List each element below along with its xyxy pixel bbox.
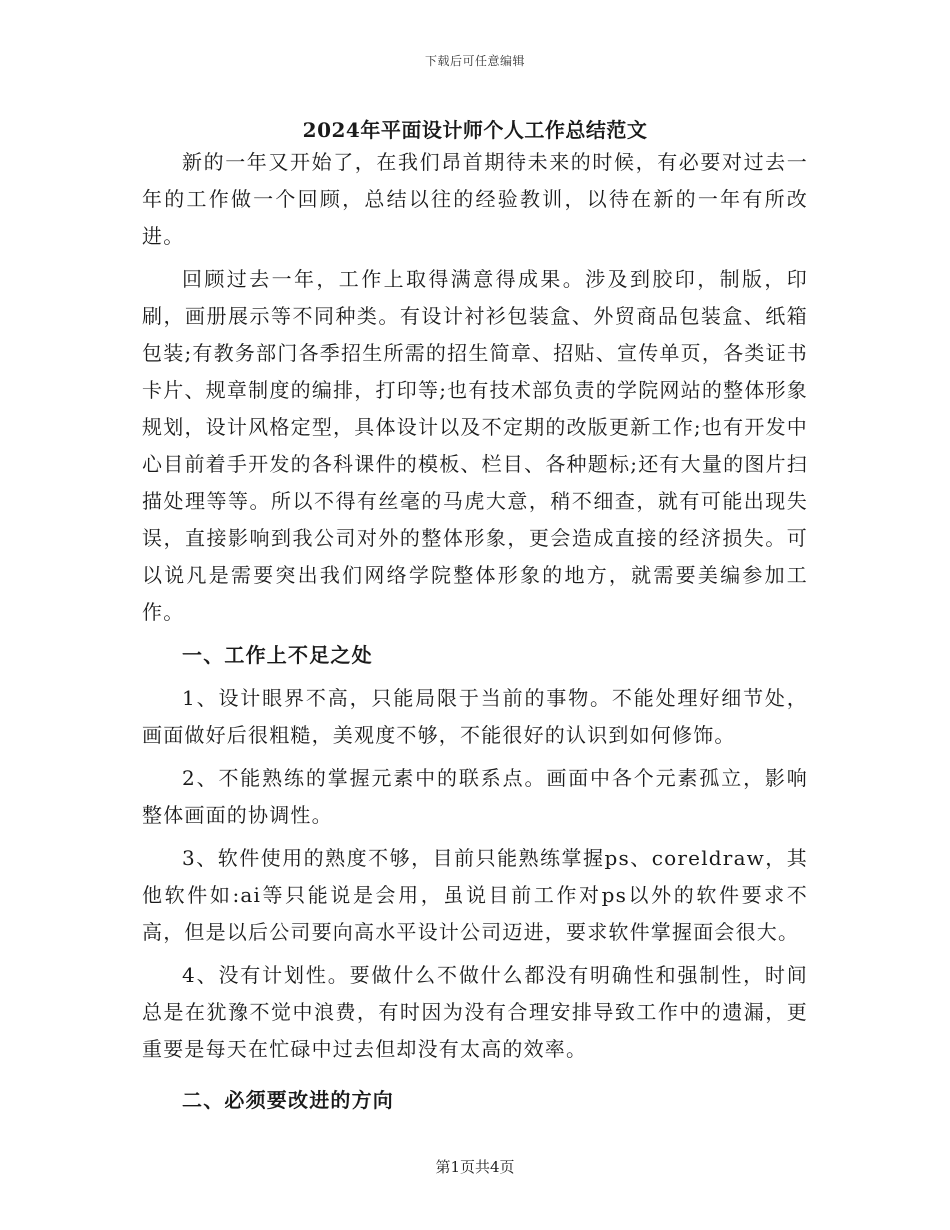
list-item: 3、软件使用的熟度不够，目前只能熟练掌握ps、coreldraw，其他软件如:ai等只能说是会用，虽说目前工作对ps以外的软件要求不高，但是以后公司要向高水平设计公司迈进，要求软件掌握面会很大。	[142, 846, 808, 944]
list-item: 4、没有计划性。要做什么不做什么都没有明确性和强制性，时间总是在犹豫不觉中浪费，有时因为没有合理安排导致工作中的遗漏，更重要是每天在忙碌中过去但却没有太高的效率。	[142, 963, 808, 1061]
intro-paragraph: 新的一年又开始了，在我们昂首期待未来的时候，有必要对过去一年的工作做一个回顾，总结以往的经验教训，以待在新的一年有所改进。	[142, 150, 808, 248]
section-heading-shortcomings: 一、工作上不足之处	[182, 643, 373, 667]
list-item: 1、设计眼界不高，只能局限于当前的事物。不能处理好细节处，画面做好后很粗糙，美观度不够，不能很好的认识到如何修饰。	[142, 686, 808, 747]
document-title: 2024年平面设计师个人工作总结范文	[302, 118, 648, 142]
section-heading-improvements: 二、必须要改进的方向	[182, 1088, 394, 1112]
page-number: 第1页共4页	[435, 1158, 515, 1176]
list-item: 2、不能熟练的掌握元素中的联系点。画面中各个元素孤立，影响整体画面的协调性。	[142, 766, 808, 827]
review-paragraph: 回顾过去一年，工作上取得满意得成果。涉及到胶印，制版，印刷，画册展示等不同种类。有设计衬衫包装盒、外贸商品包装盒、纸箱包装;有教务部门各季招生所需的招生简章、招贴、宣传单页，各类证书卡片、规章制度的编排，打印等;也有技术部负责的学院网站的整体形象规划，设计风格定型，具体设计以及不定期的改版更新工作;也有开发中心目前着手开发的各科课件的模板、栏目、各种题标;还有大量的图片扫描处理等等。所以不得有丝毫的马虎大意，稍不细查，就有可能出现失误，直接影响到我公司对外的整体形象，更会造成直接的经济损失。可以说凡是需要突出我们网络学院整体形象的地方，就需要美编参加工作。	[142, 267, 808, 624]
document-body	[142, 144, 808, 1125]
header-note: 下载后可任意编辑	[424, 54, 525, 68]
